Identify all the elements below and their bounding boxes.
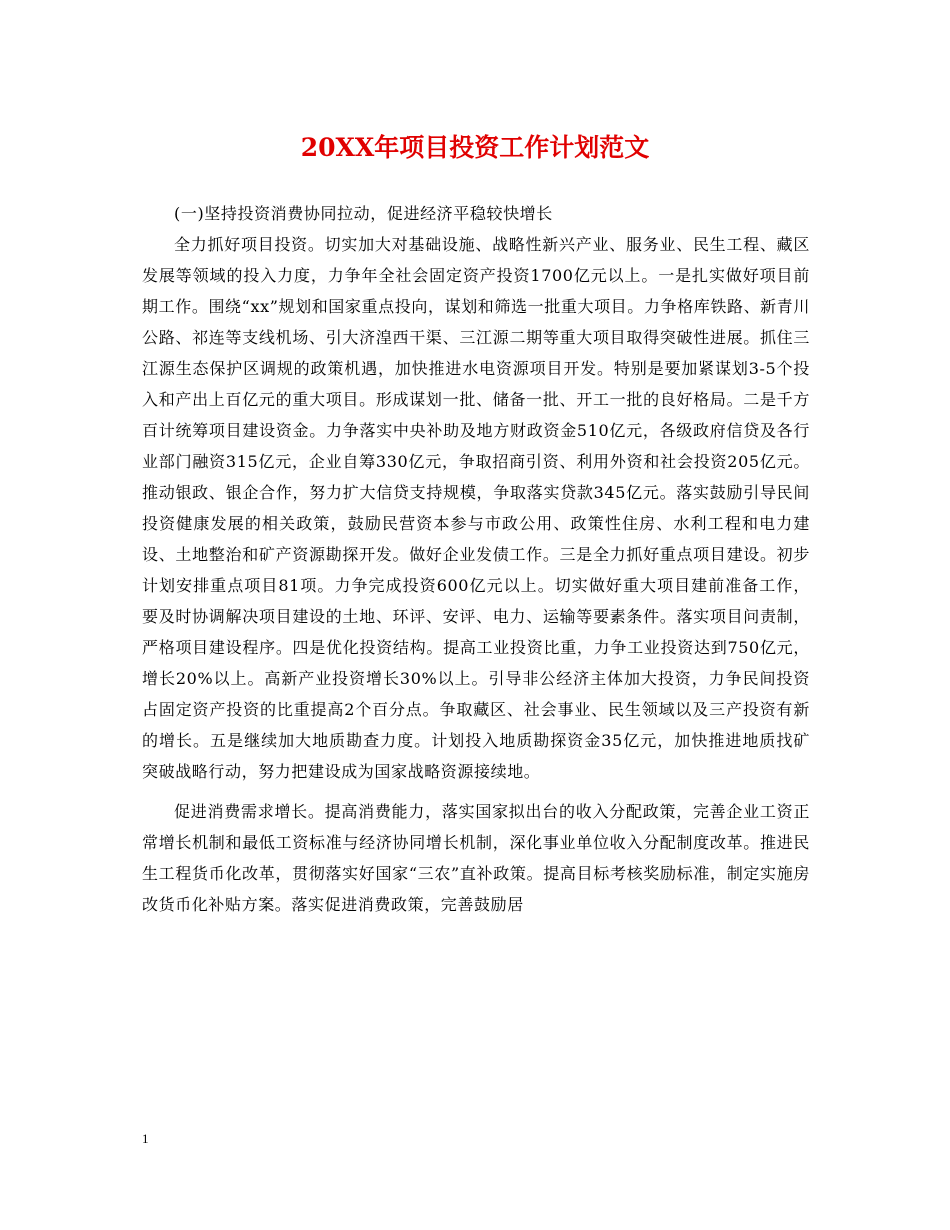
document-body (142, 198, 810, 929)
body-paragraph: 促进消费需求增长。提高消费能力，落实国家拟出台的收入分配政策，完善企业工资正常增长机制和最低工资标准与经济协同增长机制，深化事业单位收入分配制度改革。推进民生工程货币化改革，贯彻落实好国家“三农”直补政策。提高目标考核奖励标准，制定实施房改货币化补贴方案。落实促进消费政策，完善鼓励居 (142, 802, 810, 914)
body-paragraph: 全力抓好项目投资。切实加大对基础设施、战略性新兴产业、服务业、民生工程、藏区发展等领域的投入力度，力争年全社会固定资产投资1700亿元以上。一是扎实做好项目前期工作。围绕“xx”规划和国家重点投向，谋划和筛选一批重大项目。力争格库铁路、新青川公路、祁连等支线机场、引大济湟西干渠、三江源二期等重大项目取得突破性进展。抓住三江源生态保护区调规的政策机遇，加快推进水电资源项目开发。特别是要加紧谋划3-5个投入和产出上百亿元的重大项目。形成谋划一批、储备一批、开工一批的良好格局。二是千方百计统筹项目建设资金。力争落实中央补助及地方财政资金510亿元，各级政府信贷及各行业部门融资315亿元，企业自筹330亿元，争取招商引资、利用外资和社会投资205亿元。推动银政、银企合作，努力扩大信贷支持规模，争取落实贷款345亿元。落实鼓励引导民间投资健康发展的相关政策，鼓励民营资本参与市政公用、政策性住房、水利工程和电力建设、土地整治和矿产资源勘探开发。做好企业发债工作。三是全力抓好重点项目建设。初步计划安排重点项目81项。力争完成投资600亿元以上。切实做好重大项目建前准备工作，要及时协调解决项目建设的土地、环评、安评、电力、运输等要素条件。落实项目问责制，严格项目建设程序。四是优化投资结构。提高工业投资比重，力争工业投资达到750亿元，增长20%以上。高新产业投资增长30%以上。引导非公经济主体加大投资，力争民间投资占固定资产投资的比重提高2个百分点。争取藏区、社会事业、民生领域以及三产投资有新的增长。五是继续加大地质勘查力度。计划投入地质勘探资金35亿元，加快推进地质找矿突破战略行动，努力把建设成为国家战略资源接续地。 (142, 235, 810, 781)
page-number: 1 (142, 1131, 149, 1146)
section-heading: (一)坚持投资消费协同拉动，促进经济平稳较快增长 (174, 204, 553, 223)
document-title: 20XX年项目投资工作计划范文 (300, 133, 650, 162)
